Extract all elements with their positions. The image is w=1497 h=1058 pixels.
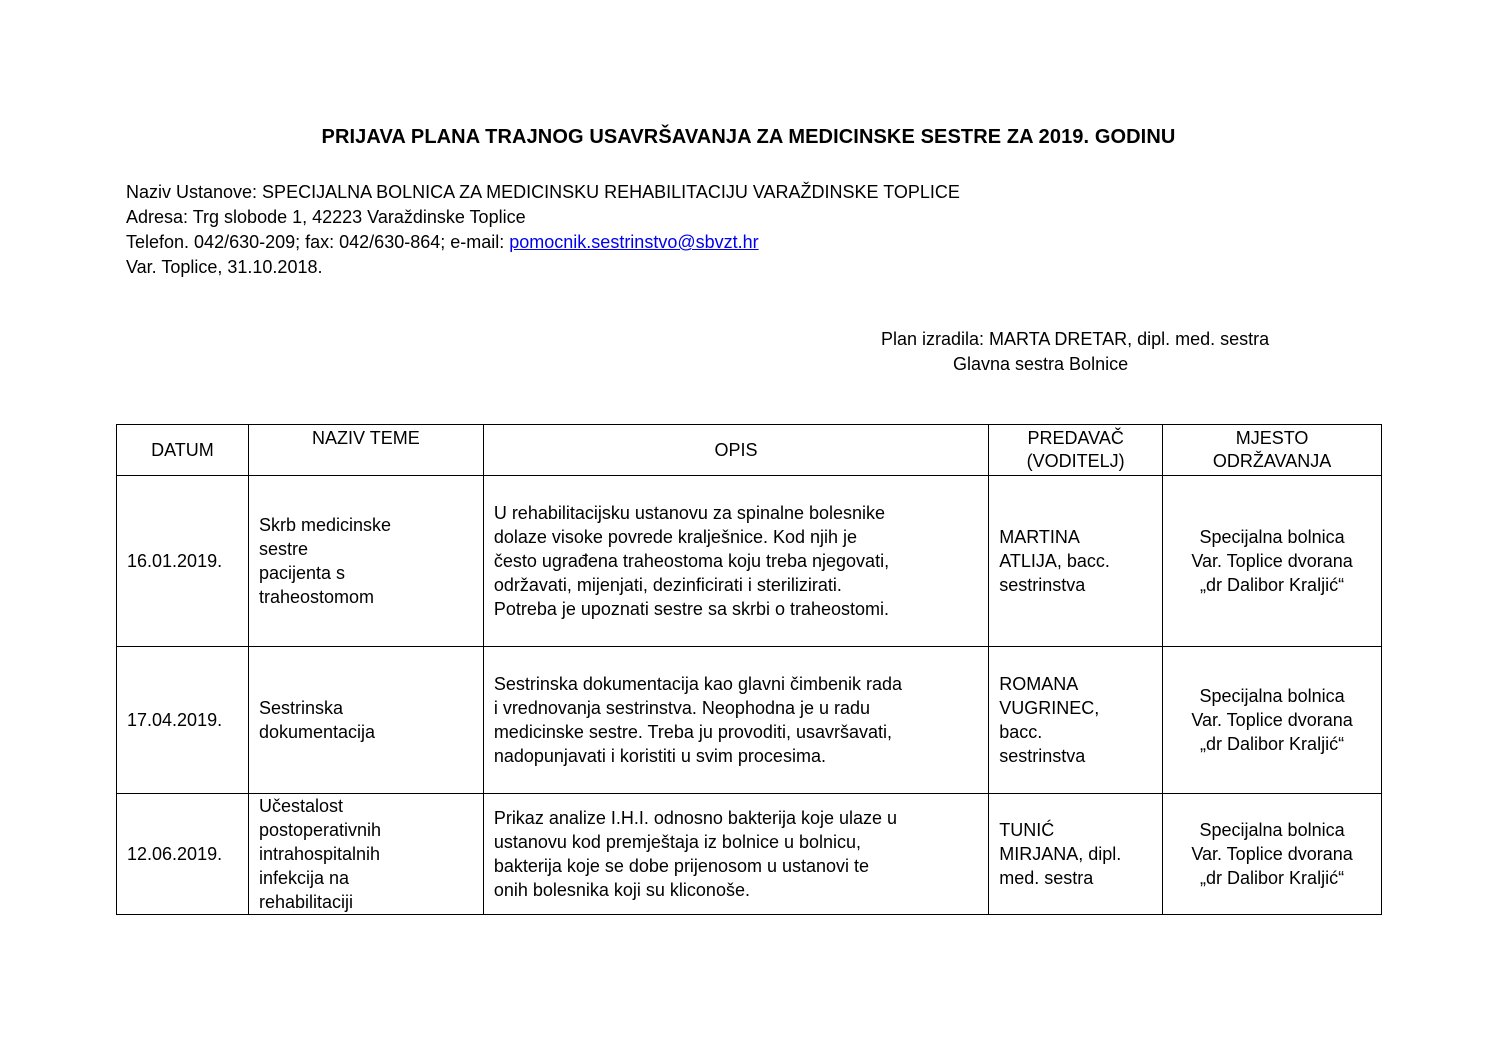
contact-phone-fax: Telefon. 042/630-209; fax: 042/630-864; e-mail: xyxy=(126,232,510,252)
row-description: Sestrinska dokumentacija kao glavni čimbenik rada i vrednovanja sestrinstva. Neophodna je u radu medicinske sestre. Treba ju provoditi, usavršavati, nadopunjavati i koristiti u svim procesima. xyxy=(483,647,988,794)
row-lecturer: TUNIĆ MIRJANA, dipl. med. sestra xyxy=(989,794,1163,915)
row-description: Prikaz analize I.H.I. odnosno bakterija koje ulaze u ustanovu kod premještaja iz bolnice u bolnicu, bakterija koje se dobe prijenosom u ustanovi te onih bolesnika koji su kliconoše. xyxy=(483,794,988,915)
row-location: Specijalna bolnica Var. Toplice dvorana „dr Dalibor Kraljić“ xyxy=(1163,794,1382,915)
row-location: Specijalna bolnica Var. Toplice dvorana „dr Dalibor Kraljić“ xyxy=(1163,476,1382,647)
row-date: 16.01.2019. xyxy=(117,476,249,647)
row-lecturer: MARTINA ATLIJA, bacc. sestrinstva xyxy=(989,476,1163,647)
header-description: OPIS xyxy=(483,425,988,476)
training-plan-table xyxy=(116,424,1382,915)
institution-name: Naziv Ustanove: SPECIJALNA BOLNICA ZA MEDICINSKU REHABILITACIJU VARAŽDINSKE TOPLICE xyxy=(126,182,960,202)
header-lecturer: PREDAVAČ (VODITELJ) xyxy=(989,425,1163,476)
table-row xyxy=(117,647,1382,794)
row-date: 17.04.2019. xyxy=(117,647,249,794)
plan-author xyxy=(881,327,1269,377)
table-row xyxy=(117,476,1382,647)
row-description: U rehabilitacijsku ustanovu za spinalne bolesnike dolaze visoke povrede kralješnice. Kod njih je često ugrađena traheostoma koju treba njegovati, održavati, mijenjati, dezinficirati i sterilizirati. Potreba je upoznati sestre sa skrbi o traheostomi. xyxy=(483,476,988,647)
author-name: Plan izradila: MARTA DRETAR, dipl. med. sestra xyxy=(881,329,1270,349)
row-topic: Sestrinska dokumentacija xyxy=(248,647,483,794)
institution-address: Adresa: Trg slobode 1, 42223 Varaždinske Toplice xyxy=(126,207,526,227)
row-date: 12.06.2019. xyxy=(117,794,249,915)
document-title: PRIJAVA PLANA TRAJNOG USAVRŠAVANJA ZA MEDICINSKE SESTRE ZA 2019. GODINU xyxy=(321,126,1176,148)
contact-line xyxy=(126,230,960,255)
row-lecturer: ROMANA VUGRINEC, bacc. sestrinstva xyxy=(989,647,1163,794)
table-header-row xyxy=(117,425,1382,476)
author-role: Glavna sestra Bolnice xyxy=(953,354,1129,374)
header-date: DATUM xyxy=(117,425,249,476)
place-date: Var. Toplice, 31.10.2018. xyxy=(126,257,323,277)
row-location: Specijalna bolnica Var. Toplice dvorana „dr Dalibor Kraljić“ xyxy=(1163,647,1382,794)
institution-info xyxy=(126,180,960,280)
email-link[interactable]: pomocnik.sestrinstvo@sbvzt.hr xyxy=(509,232,759,252)
table-row xyxy=(117,794,1382,915)
row-topic: Učestalost postoperativnih intrahospitalnih infekcija na rehabilitaciji xyxy=(248,794,483,915)
header-location: MJESTO ODRŽAVANJA xyxy=(1163,425,1382,476)
row-topic: Skrb medicinske sestre pacijenta s traheostomom xyxy=(248,476,483,647)
header-topic: NAZIV TEME xyxy=(248,425,483,476)
